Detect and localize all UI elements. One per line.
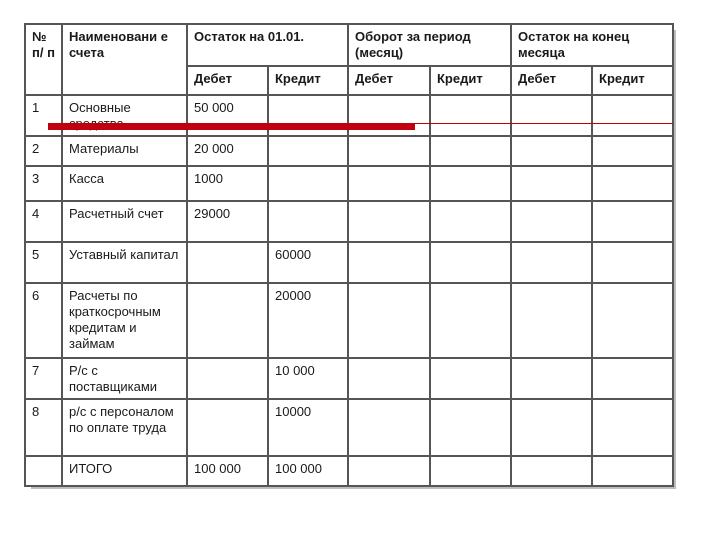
row-turnover-credit <box>430 95 511 136</box>
row-closing-credit <box>592 95 673 136</box>
table-row <box>25 201 673 242</box>
row-opening-credit <box>268 166 348 201</box>
row-turnover-credit <box>430 166 511 201</box>
header-num: № п/ п <box>25 24 62 95</box>
row-opening-debit <box>187 242 268 283</box>
row-opening-debit <box>187 399 268 456</box>
row-turnover-credit <box>430 136 511 166</box>
row-opening-debit: 20 000 <box>187 136 268 166</box>
row-closing-credit <box>592 358 673 399</box>
row-opening-credit: 60000 <box>268 242 348 283</box>
row-account-name: р/с с персоналом по оплате труда <box>62 399 187 456</box>
row-closing-debit <box>511 283 592 358</box>
row-opening-credit <box>268 136 348 166</box>
total-num <box>25 456 62 486</box>
row-account-name: Основные <box>62 95 187 136</box>
header-closing-balance: Остаток на конец месяца <box>511 24 673 66</box>
row-turnover-credit <box>430 242 511 283</box>
header-name: Наименовани е счета <box>62 24 187 95</box>
header-closing-debit: Дебет <box>511 66 592 95</box>
row-num: 7 <box>25 358 62 399</box>
row-opening-credit: 10 000 <box>268 358 348 399</box>
table-row <box>25 136 673 166</box>
row-closing-credit <box>592 166 673 201</box>
total-turnover-credit <box>430 456 511 486</box>
row-opening-credit <box>268 201 348 242</box>
row-account-name: Р/с с поставщиками <box>62 358 187 399</box>
row-closing-debit <box>511 399 592 456</box>
header-opening-credit: Кредит <box>268 66 348 95</box>
row-closing-debit <box>511 358 592 399</box>
header-row-1 <box>25 24 673 66</box>
red-highlight-bar <box>48 123 415 130</box>
row-opening-debit: 1000 <box>187 166 268 201</box>
row-account-name: Уставный капитал <box>62 242 187 283</box>
table-row <box>25 399 673 456</box>
row-closing-debit <box>511 95 592 136</box>
row-turnover-credit <box>430 283 511 358</box>
row-turnover-debit <box>348 201 430 242</box>
row-num: 3 <box>25 166 62 201</box>
row-closing-debit <box>511 166 592 201</box>
row-account-name: Касса <box>62 166 187 201</box>
row-account-name: Расчеты по краткосрочным кредитам и займам <box>62 283 187 358</box>
row-num: 2 <box>25 136 62 166</box>
table-row <box>25 242 673 283</box>
row-closing-credit <box>592 201 673 242</box>
row-opening-credit: 10000 <box>268 399 348 456</box>
total-row <box>25 456 673 486</box>
total-opening-credit: 100 000 <box>268 456 348 486</box>
total-closing-credit <box>592 456 673 486</box>
row-turnover-debit <box>348 399 430 456</box>
row-turnover-debit <box>348 283 430 358</box>
row-turnover-debit <box>348 242 430 283</box>
table-row <box>25 358 673 399</box>
row-closing-credit <box>592 283 673 358</box>
row-opening-credit: 20000 <box>268 283 348 358</box>
row-closing-debit <box>511 136 592 166</box>
row-closing-credit <box>592 242 673 283</box>
row-account-name: Материалы <box>62 136 187 166</box>
header-turnover: Оборот за период (месяц) <box>348 24 511 66</box>
row-closing-credit <box>592 136 673 166</box>
turnover-table-container <box>24 23 672 485</box>
row-opening-debit <box>187 358 268 399</box>
row-turnover-credit <box>430 399 511 456</box>
row-num: 6 <box>25 283 62 358</box>
header-closing-credit: Кредит <box>592 66 673 95</box>
table-row <box>25 283 673 358</box>
row-closing-debit <box>511 201 592 242</box>
row-turnover-credit <box>430 201 511 242</box>
header-turnover-debit: Дебет <box>348 66 430 95</box>
red-guide-line <box>415 123 673 124</box>
row-num: 5 <box>25 242 62 283</box>
row-turnover-debit <box>348 136 430 166</box>
total-label: ИТОГО <box>62 456 187 486</box>
row-closing-debit <box>511 242 592 283</box>
table-row <box>25 166 673 201</box>
header-turnover-credit: Кредит <box>430 66 511 95</box>
row-num: 8 <box>25 399 62 456</box>
total-opening-debit: 100 000 <box>187 456 268 486</box>
header-opening-debit: Дебет <box>187 66 268 95</box>
row-opening-debit <box>187 283 268 358</box>
row-opening-debit: 50 000 <box>187 95 268 136</box>
row-turnover-debit <box>348 166 430 201</box>
row-closing-credit <box>592 399 673 456</box>
row-turnover-credit <box>430 358 511 399</box>
total-closing-debit <box>511 456 592 486</box>
row-num: 4 <box>25 201 62 242</box>
total-turnover-debit <box>348 456 430 486</box>
row-opening-debit: 29000 <box>187 201 268 242</box>
row-num: 1 <box>25 95 62 136</box>
header-opening-balance: Остаток на 01.01. <box>187 24 348 66</box>
row-turnover-debit <box>348 358 430 399</box>
row-account-name: Расчетный счет <box>62 201 187 242</box>
turnover-table <box>24 23 674 487</box>
